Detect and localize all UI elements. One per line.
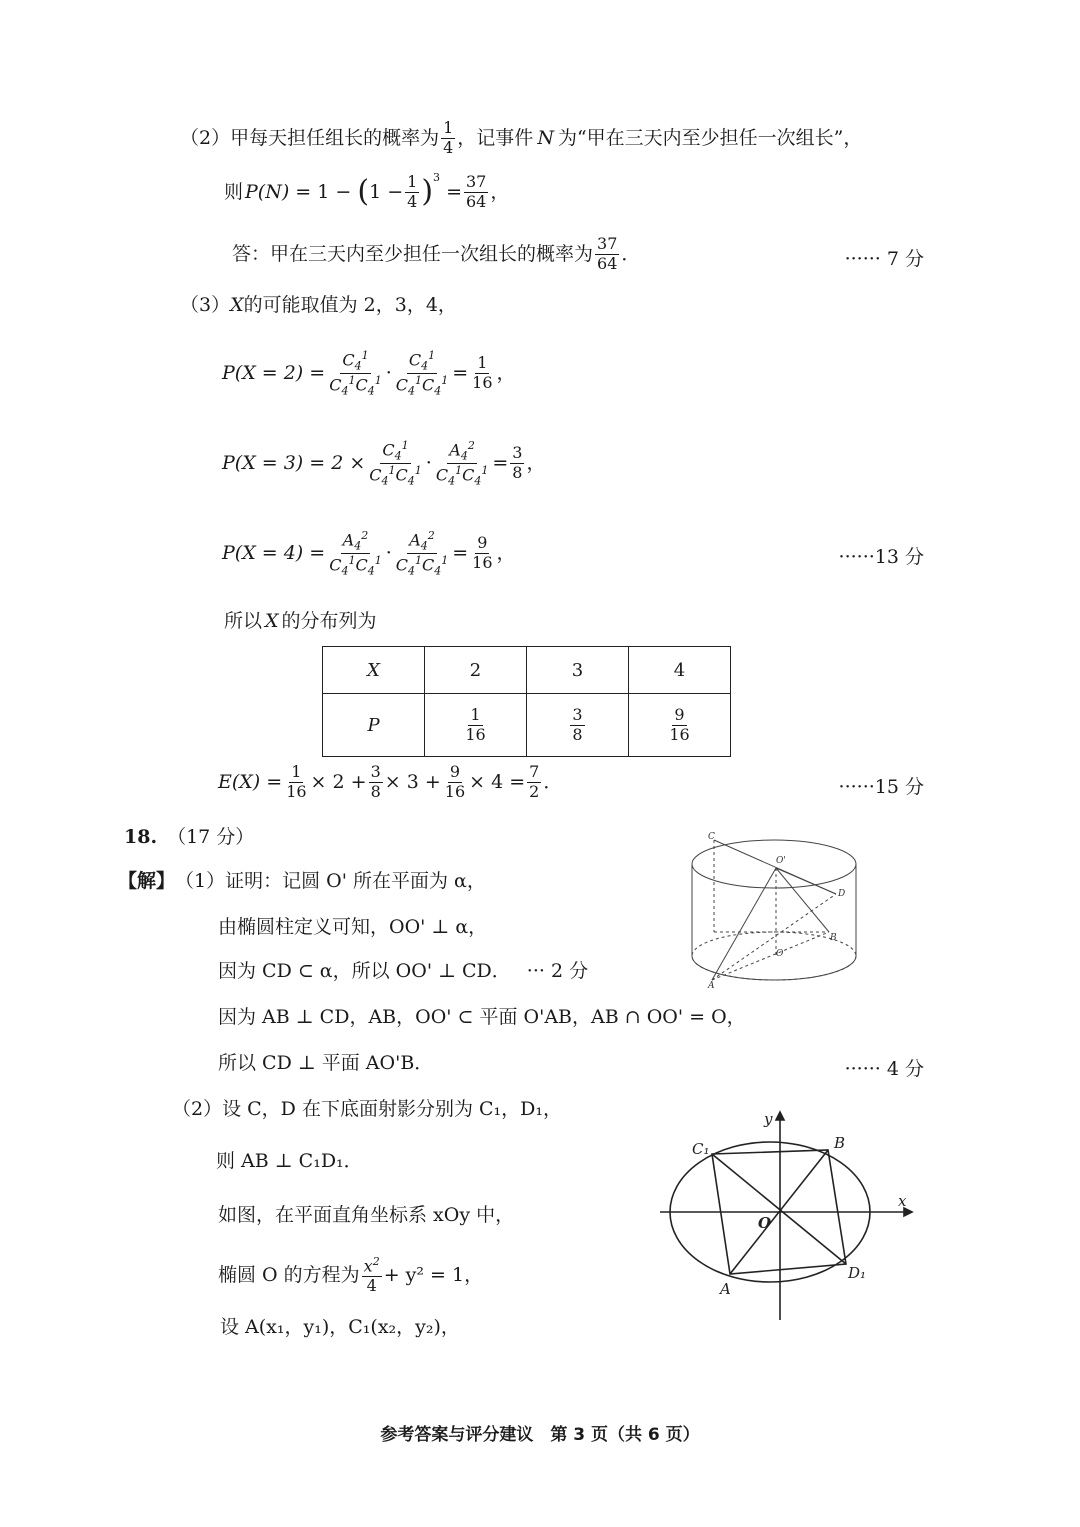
part2-formula: 则 P(N) = 1 − ( 1 − $\frac{1}{4}$ ) $^3$ = $\frac{37}{64}$ ， — [224, 171, 510, 211]
label-D: D — [838, 889, 846, 899]
q18-s1-line5: 所以 CD ⊥ 平面 AO'B． — [218, 1052, 434, 1074]
q18-s2-line1: （2） 设 C，D 在下底面射影分别为 C₁，D₁， — [172, 1098, 562, 1120]
ellipse-coordinate-figure — [656, 1106, 918, 1324]
q18-s1-line1: 【解】 （1） 证明：记圆 O' 所在平面为 α， — [118, 870, 486, 892]
dist-intro: 所以 X 的分布列为 — [224, 610, 377, 632]
page-footer: 参考答案与评分建议 第 3 页（共 6 页） — [380, 1425, 700, 1445]
label-A: A — [708, 981, 715, 991]
prob-x4: P(X = 4) = $\frac{A_4^2}{C_4^1C_4^1}$ · $\frac{A_4^2}{C_4^1C_4^1}$ = $\frac{9}{16}$ ， — [222, 529, 516, 578]
score-7: ······ 7 分 — [844, 248, 924, 270]
score-15: ······15 分 — [838, 776, 924, 798]
table-row: P $\frac{1}{16}$ $\frac{3}{8}$ $\frac{9}{16}$ — [323, 694, 731, 757]
label-C: C — [708, 832, 715, 842]
q18-s2-line5: 设 A(x₁，y₁)，C₁(x₂，y₂)， — [220, 1316, 460, 1338]
label-B: B — [834, 1134, 846, 1152]
label-C1: C₁ — [692, 1140, 710, 1158]
label-O: O — [758, 1214, 772, 1232]
expectation: E(X) = $\frac{1}{16}$ × 2 + $\frac{3}{8}$ × 3 + $\frac{9}{16}$ × 4 = $\frac{7}{2}$ ． — [218, 762, 563, 801]
q18-header: 18. （17 分） — [124, 826, 255, 848]
q18-s1-line2: 由椭圆柱定义可知，OO' ⊥ α， — [218, 916, 488, 938]
label-O1: O' — [776, 856, 786, 866]
fraction-1-4: 1 4 — [443, 118, 454, 157]
label-A: A — [720, 1280, 731, 1298]
part3-line1: （3） X 的可能取值为 2，3，4， — [180, 294, 457, 316]
prob-x2: P(X = 2) = $\frac{C_4^1}{C_4^1C_4^1}$ · $\frac{C_4^1}{C_4^1C_4^1}$ = $\frac{1}{16}$ ， — [222, 349, 516, 398]
elliptic-cylinder-figure — [684, 828, 874, 996]
part2-answer: 答：甲在三天内至少担任一次组长的概率为 37 64 ． — [232, 234, 641, 273]
label-O: O — [776, 949, 784, 959]
score-4: ······ 4 分 — [844, 1058, 924, 1080]
score-13: ······13 分 — [838, 546, 924, 568]
q18-s2-line3: 如图，在平面直角坐标系 xOy 中， — [218, 1204, 515, 1226]
table-row: X 2 3 4 — [323, 647, 731, 694]
q18-s2-line4: 椭圆 O 的方程为 $x^2$ 4 + y² = 1， — [218, 1255, 484, 1296]
q18-s1-line4: 因为 AB ⊥ CD，AB，OO' ⊂ 平面 O'AB，AB ∩ OO' = O， — [218, 1006, 746, 1028]
distribution-table — [322, 646, 731, 757]
q18-s2-line2: 则 AB ⊥ C₁D₁． — [216, 1150, 363, 1172]
part2-line1: （2） 甲每天担任组长的概率为 1 4 ，记事件 N 为“甲在三天内至少担任一次组长”， — [180, 118, 863, 157]
label-D1: D₁ — [848, 1264, 867, 1282]
prob-x3: P(X = 3) = 2 × $\frac{C_4^1}{C_4^1C_4^1}$ · $\frac{A_4^2}{C_4^1C_4^1}$ = $\frac{3}{8}$ ， — [222, 439, 546, 488]
axis-x-label: x — [898, 1192, 907, 1210]
axis-y-label: y — [764, 1110, 773, 1128]
q18-s1-line3: 因为 CD ⊂ α，所以 OO' ⊥ CD． ··· 2 分 — [218, 960, 589, 982]
label-B: B — [830, 933, 837, 943]
